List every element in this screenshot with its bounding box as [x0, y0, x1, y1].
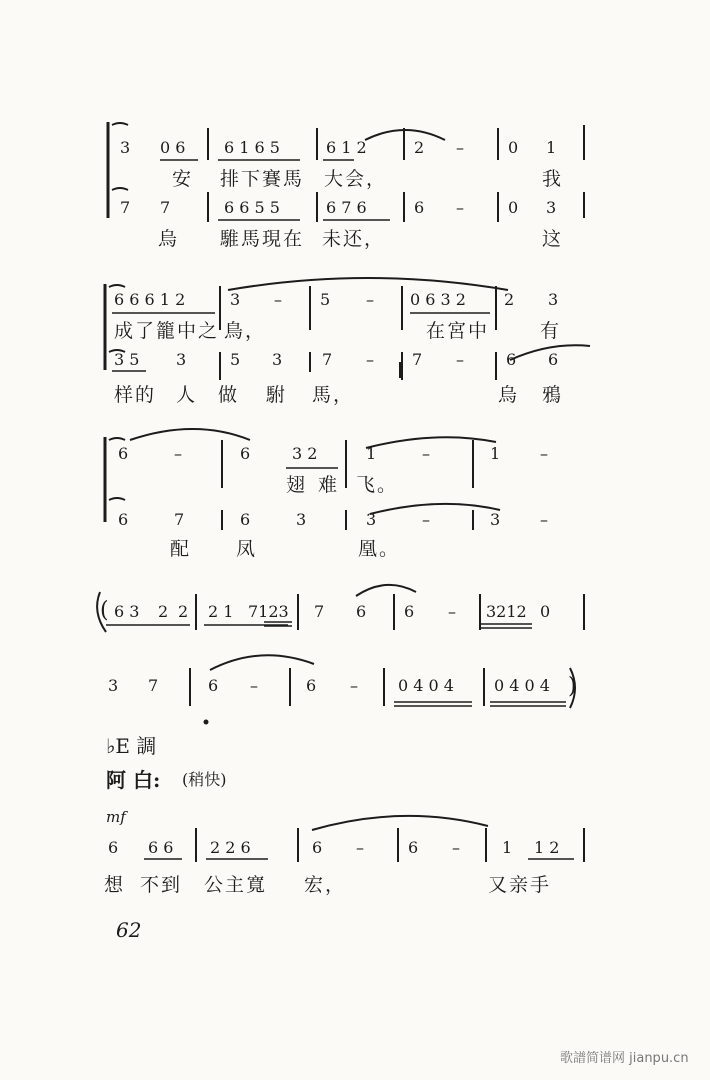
s2-bottom-lyric: 人 [176, 384, 198, 406]
last-line-lyric: 又亲手 [488, 874, 552, 896]
s3-top-note: – [540, 444, 548, 463]
s3-bottom-note: – [422, 510, 430, 529]
s1-bottom-lyric: 烏 [158, 228, 180, 250]
s1-bottom-note: 7 [160, 198, 171, 217]
s1-top-note: 2 [414, 138, 425, 157]
s1-top-note: 3 [120, 138, 131, 157]
s1-top-note: 6 1 2 [326, 138, 367, 157]
s3-bottom-note: 3 [296, 510, 307, 529]
page-number: 62 [116, 918, 142, 942]
s2-bottom-lyric: 鴉 [542, 384, 564, 406]
s2-bottom-lyric: 样的 [114, 384, 157, 406]
interlude-note: 0 [540, 602, 551, 621]
last-line-note: – [452, 838, 460, 857]
interlude-note: 3 [108, 676, 119, 695]
s2-top-note: 3 [548, 290, 559, 309]
s1-bottom-note: 3 [546, 198, 557, 217]
last-line-note: 1 [502, 838, 513, 857]
s3-bottom-note: – [540, 510, 548, 529]
interlude-note: 3212 [486, 602, 527, 621]
s2-bottom-note: 3 [272, 350, 283, 369]
s3-bottom-note: 6 [240, 510, 251, 529]
interlude-note: 6 [306, 676, 317, 695]
s3-bottom-note: 3 [490, 510, 501, 529]
s2-bottom-lyric: 馬， [312, 384, 355, 406]
s3-top-lyric: 翅 [286, 474, 308, 496]
last-line-note: – [356, 838, 364, 857]
s2-bottom-lyric: 做 [218, 384, 240, 406]
s2-bottom-lyric: 駙 [266, 384, 288, 406]
s2-bottom-note: 6 [506, 350, 517, 369]
interlude-note: 0 4 0 4 [494, 676, 550, 695]
s2-top-note: 5 [320, 290, 331, 309]
last-line-note: 2 2 6 [210, 838, 251, 857]
s1-bottom-note: 7 [120, 198, 131, 217]
s1-bottom-note: 0 [508, 198, 519, 217]
interlude-note: 6 [404, 602, 415, 621]
s2-top-lyric: 成了籠中之 [114, 320, 220, 342]
s3-bottom-lyric: 配 [170, 538, 192, 560]
interlude-note: 2 [158, 602, 169, 621]
s2-top-note: – [274, 290, 282, 309]
last-line-note: 6 [108, 838, 119, 857]
s1-bottom-note: 6 7 6 [326, 198, 367, 217]
s1-top-note: – [456, 138, 464, 157]
s1-top-lyric: 我 [542, 168, 564, 190]
s2-bottom-note: – [456, 350, 464, 369]
s3-top-note: – [422, 444, 430, 463]
s1-bottom-note: – [456, 198, 464, 217]
s1-bottom-lyric: 这 [542, 228, 564, 250]
last-line-lyric: 想 [104, 874, 126, 896]
s2-bottom-note: 5 [230, 350, 241, 369]
s2-top-lyric: 有 [540, 320, 562, 342]
s1-top-note: 1 [546, 138, 557, 157]
last-line-note: 1 2 [534, 838, 560, 857]
s1-bottom-note: 6 6 5 5 [224, 198, 280, 217]
s1-bottom-lyric: 未还， [322, 228, 386, 250]
interlude-note: – [350, 676, 358, 695]
s2-bottom-note: 3 5 [114, 350, 140, 369]
interlude-note: 7 [148, 676, 159, 695]
tempo-label: (稍快) [182, 770, 227, 789]
interlude-note: 6 [356, 602, 367, 621]
interlude-note: 2 1 [208, 602, 234, 621]
s3-bottom-note: 3 [366, 510, 377, 529]
s3-bottom-lyric: 凤 [236, 538, 258, 560]
s2-top-note: 2 [504, 290, 515, 309]
s3-top-note: 1 [366, 444, 377, 463]
s2-bottom-note: 3 [176, 350, 187, 369]
s3-top-lyric: 难 [318, 474, 340, 496]
s1-top-lyric: 安 [172, 168, 194, 190]
interlude-note: 7 [314, 602, 325, 621]
last-line-note: 6 6 [148, 838, 174, 857]
s2-bottom-note: 7 [412, 350, 423, 369]
s2-top-note: 6 6 6 1 2 [114, 290, 186, 309]
s2-bottom-note: 6 [548, 350, 559, 369]
s3-bottom-note: 6 [118, 510, 129, 529]
s2-top-note: – [366, 290, 374, 309]
watermark: 歌譜简谱网 jianpu.cn [560, 1051, 689, 1066]
s1-bottom-lyric: 騅馬現在 [220, 228, 305, 250]
interlude-note: 6 3 [114, 602, 140, 621]
interlude-note: 0 4 0 4 [398, 676, 454, 695]
s3-top-lyric: 飞。 [356, 474, 399, 496]
last-line-note: 6 [312, 838, 323, 857]
s2-top-lyric: 鳥， [224, 320, 267, 342]
last-line-lyric: 不到 [140, 874, 183, 896]
s2-bottom-lyric: 烏 [498, 384, 520, 406]
last-line-lyric: 宏， [304, 874, 347, 896]
interlude-note: – [448, 602, 456, 621]
last-line-note: 6 [408, 838, 419, 857]
s1-top-lyric: 大会， [324, 168, 388, 190]
s3-top-note: – [174, 444, 182, 463]
s1-top-note: 0 [508, 138, 519, 157]
last-line-lyric: 公主寬 [204, 874, 268, 896]
interlude-paren: ( [100, 598, 109, 623]
s2-bottom-note: 7 [322, 350, 333, 369]
key-label: ♭E 調 [106, 734, 157, 758]
s2-bottom-note: – [366, 350, 374, 369]
s1-top-note: 0 6 [160, 138, 186, 157]
s1-top-note: 6 1 6 5 [224, 138, 280, 157]
s3-bottom-note: 7 [174, 510, 185, 529]
interlude-paren: ) [568, 674, 577, 699]
s3-bottom-lyric: 凰。 [358, 538, 401, 560]
s3-top-note: 6 [240, 444, 251, 463]
s3-top-note: 6 [118, 444, 129, 463]
s2-top-note: 0 6 3 2 [410, 290, 466, 309]
s3-top-note: 3 2 [292, 444, 318, 463]
s1-top-lyric: 排下賽馬 [220, 168, 305, 190]
s1-bottom-note: 6 [414, 198, 425, 217]
interlude-note: 6 [208, 676, 219, 695]
s2-top-lyric: 在宮中 [426, 320, 490, 342]
interlude-note: 2 [178, 602, 189, 621]
speech-label: 阿 白: [106, 768, 161, 792]
interlude-note: – [250, 676, 258, 695]
dynamic-mark: mf [106, 808, 126, 826]
s2-top-note: 3 [230, 290, 241, 309]
s3-top-note: 1 [490, 444, 501, 463]
interlude-note: 7123 [248, 602, 289, 621]
